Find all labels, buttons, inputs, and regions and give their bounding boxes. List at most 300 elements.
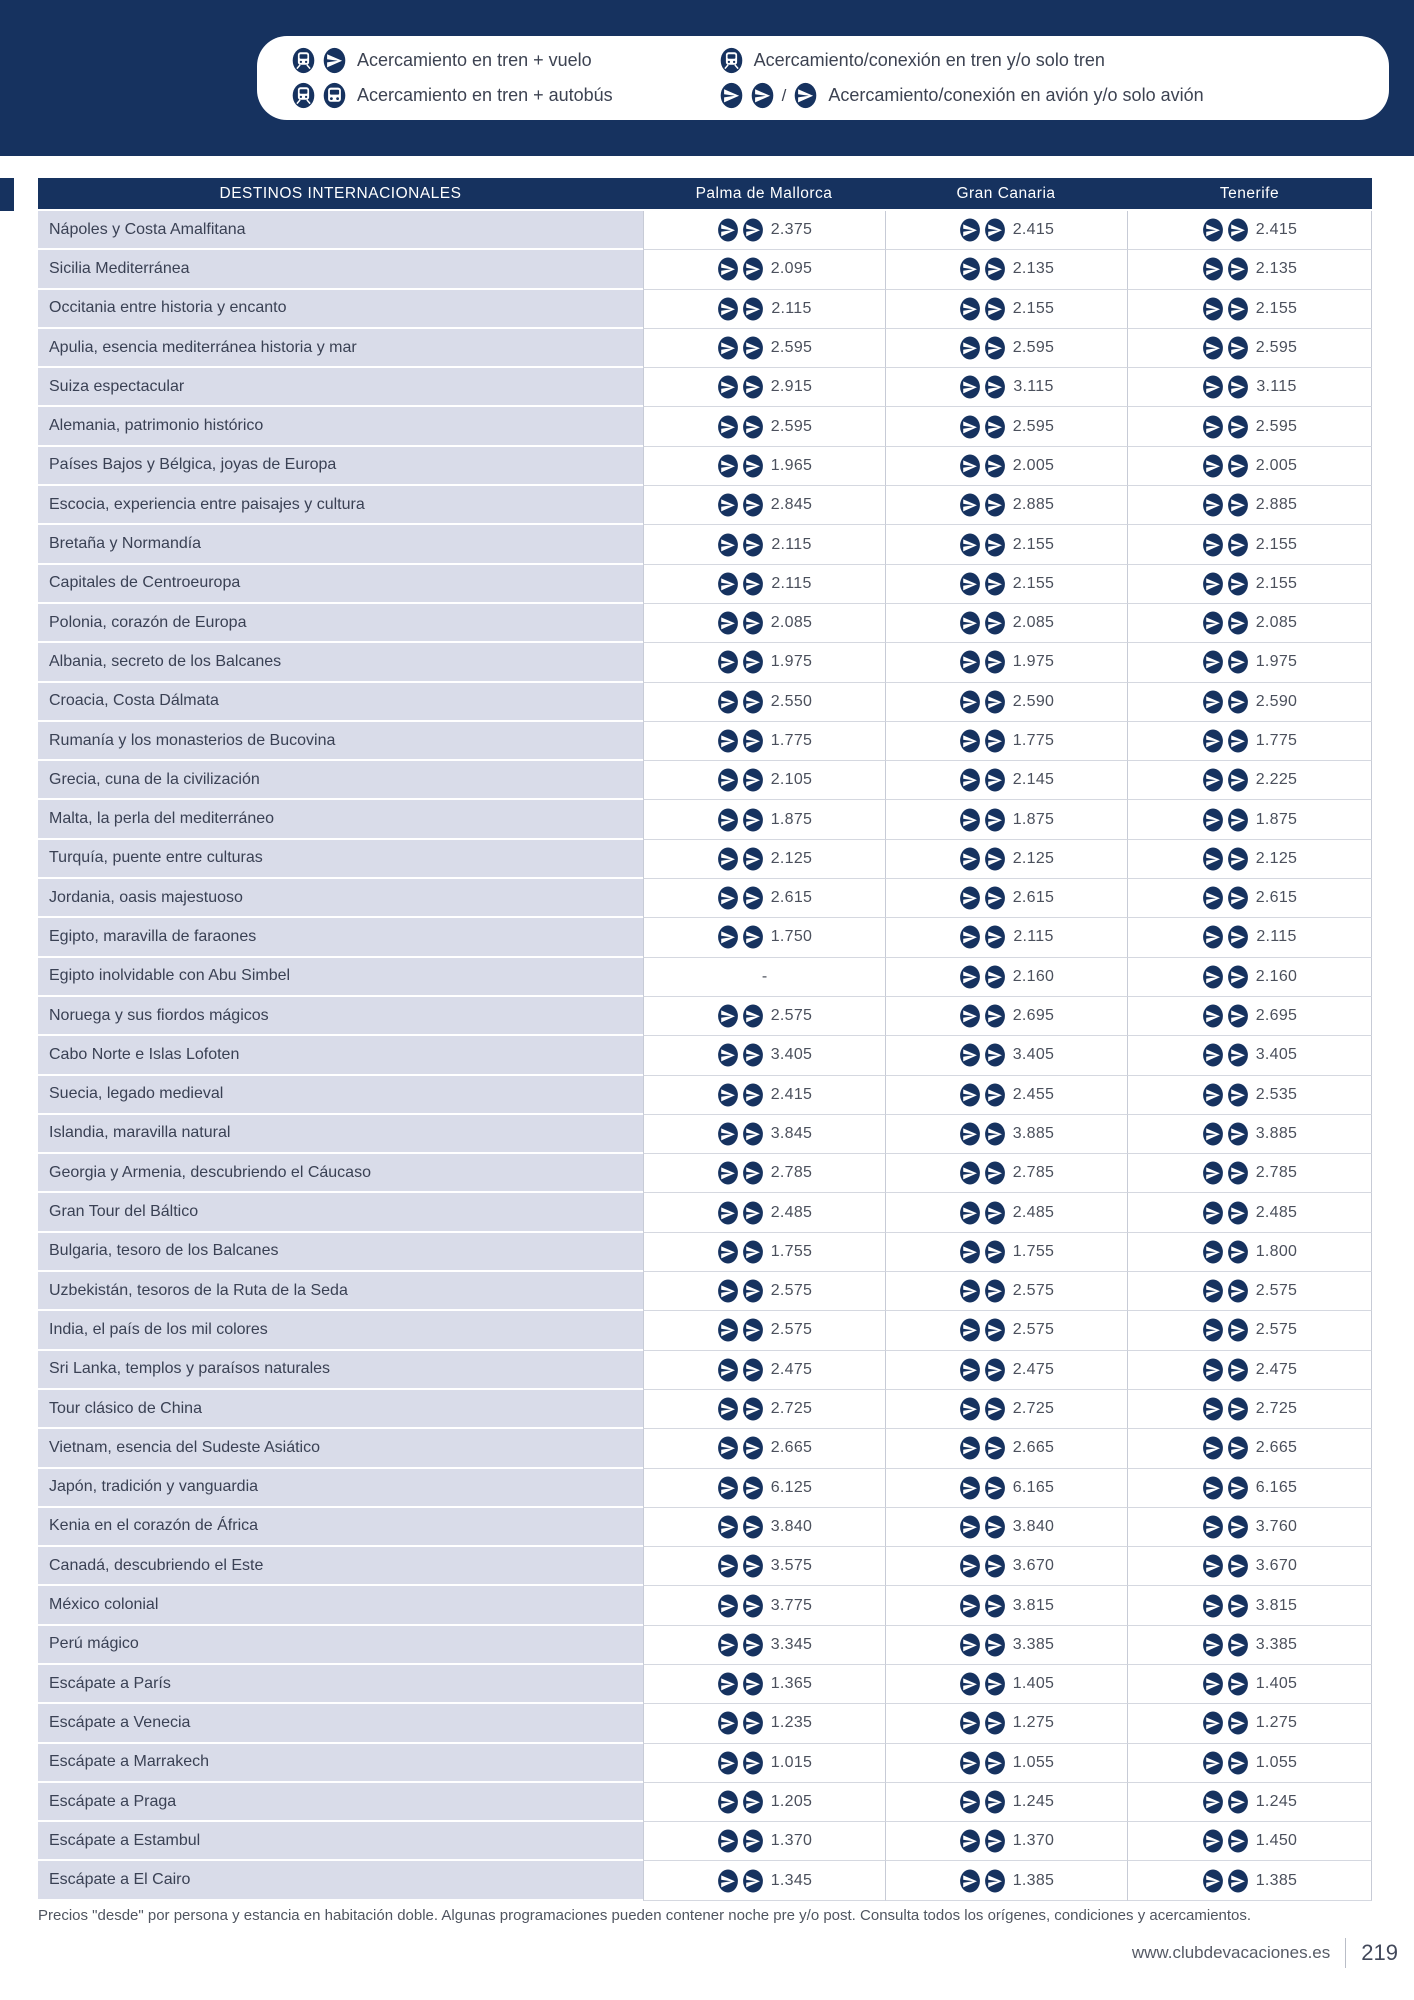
price-value: 2.375 — [770, 221, 813, 239]
plane-icon — [1202, 1475, 1224, 1501]
price-cell — [1127, 211, 1372, 250]
plane-icon — [742, 1239, 764, 1265]
price-cell — [1127, 407, 1372, 446]
price-cell — [643, 1508, 885, 1547]
plane-icon — [718, 82, 745, 109]
price-value: 2.615 — [1012, 889, 1055, 907]
plane-icon — [1202, 492, 1224, 518]
price-cell — [643, 1822, 885, 1861]
legend-item — [718, 47, 1204, 74]
plane-icon — [984, 846, 1006, 872]
plane-icon — [1202, 256, 1224, 282]
plane-icon — [984, 1868, 1006, 1894]
plane-icon — [1202, 1750, 1224, 1776]
price-value: 1.975 — [1012, 653, 1055, 671]
plane-icon — [742, 689, 764, 715]
price-cell — [885, 1744, 1127, 1783]
destination-cell: Escápate a Estambul — [38, 1822, 643, 1861]
plane-icon — [742, 296, 764, 322]
price-value: 2.575 — [1255, 1321, 1298, 1339]
plane-icon — [984, 217, 1006, 243]
table-row — [38, 1665, 1372, 1704]
price-value: 2.785 — [1012, 1164, 1055, 1182]
table-row — [38, 683, 1372, 722]
price-cell — [1127, 958, 1372, 997]
price-value: 3.385 — [1012, 1635, 1055, 1653]
table-row — [38, 1115, 1372, 1154]
plane-icon — [1202, 610, 1224, 636]
price-value: 1.405 — [1012, 1675, 1055, 1693]
destination-cell: Sri Lanka, templos y paraísos naturales — [38, 1351, 643, 1390]
price-cell — [1127, 368, 1372, 407]
plane-icon — [984, 1671, 1006, 1697]
plane-icon — [959, 414, 981, 440]
price-value: 3.115 — [1013, 378, 1054, 396]
price-cell — [1127, 1115, 1372, 1154]
price-cell — [1127, 761, 1372, 800]
price-cell — [1127, 840, 1372, 879]
destination-cell: Perú mágico — [38, 1626, 643, 1665]
price-value: 2.085 — [1012, 614, 1055, 632]
price-value: 2.575 — [770, 1282, 813, 1300]
price-value: 1.450 — [1255, 1832, 1298, 1850]
plane-icon — [742, 1593, 764, 1619]
plane-icon — [984, 1553, 1006, 1579]
destination-cell: Albania, secreto de los Balcanes — [38, 643, 643, 682]
plane-icon — [1202, 1514, 1224, 1540]
plane-icon — [717, 1750, 739, 1776]
plane-icon — [984, 1750, 1006, 1776]
price-cell — [643, 407, 885, 446]
price-value: 3.845 — [770, 1124, 813, 1142]
plane-icon — [959, 1082, 981, 1108]
price-cell — [643, 1861, 885, 1900]
plane-icon — [1202, 1082, 1224, 1108]
plane-icon — [742, 1789, 764, 1815]
legend-icon-group — [718, 82, 820, 109]
table-row — [38, 1861, 1372, 1900]
plane-icon — [717, 1828, 739, 1854]
legend-icon-group — [290, 82, 348, 109]
plane-icon — [1227, 885, 1249, 911]
plane-icon — [1227, 1514, 1249, 1540]
plane-icon — [1202, 335, 1224, 361]
plane-icon — [1202, 728, 1224, 754]
plane-icon — [959, 689, 981, 715]
plane-icon — [984, 1042, 1006, 1068]
price-cell — [643, 1272, 885, 1311]
price-cell — [885, 1390, 1127, 1429]
plane-icon — [959, 1671, 981, 1697]
plane-icon — [984, 964, 1006, 990]
price-value: 2.915 — [770, 378, 813, 396]
plane-icon — [717, 885, 739, 911]
plane-icon — [717, 1396, 739, 1422]
plane-icon — [742, 1396, 764, 1422]
plane-icon — [1202, 1868, 1224, 1894]
price-cell — [1127, 997, 1372, 1036]
price-value: 2.785 — [1255, 1164, 1298, 1182]
price-cell — [1127, 643, 1372, 682]
destination-cell: Gran Tour del Báltico — [38, 1193, 643, 1232]
price-cell — [885, 1076, 1127, 1115]
table-row — [38, 1076, 1372, 1115]
table-row — [38, 447, 1372, 486]
price-value: 2.615 — [770, 889, 813, 907]
price-value: 2.535 — [1255, 1085, 1298, 1103]
price-cell — [885, 447, 1127, 486]
price-value: 3.405 — [1012, 1046, 1055, 1064]
plane-icon — [1227, 1278, 1249, 1304]
price-value: 1.385 — [1255, 1871, 1298, 1889]
destination-cell: Malta, la perla del mediterráneo — [38, 800, 643, 839]
price-cell — [643, 1390, 885, 1429]
price-value: 3.575 — [770, 1557, 813, 1575]
price-value: 2.160 — [1255, 967, 1298, 985]
plane-icon — [1202, 807, 1224, 833]
plane-icon — [959, 1200, 981, 1226]
table-row — [38, 1390, 1372, 1429]
plane-icon — [1227, 571, 1249, 597]
destination-cell: Apulia, esencia mediterránea historia y mar — [38, 329, 643, 368]
price-cell — [1127, 1311, 1372, 1350]
destination-cell: Uzbekistán, tesoros de la Ruta de la Seda — [38, 1272, 643, 1311]
price-cell — [643, 1115, 885, 1154]
bus-icon — [321, 82, 348, 109]
plane-icon — [742, 767, 764, 793]
price-cell — [885, 1233, 1127, 1272]
price-value: 2.155 — [1012, 299, 1055, 317]
price-value: 2.115 — [771, 535, 812, 553]
plane-icon — [1227, 846, 1249, 872]
price-cell — [643, 1744, 885, 1783]
destination-cell: Tour clásico de China — [38, 1390, 643, 1429]
price-value: 2.085 — [1255, 614, 1298, 632]
price-cell — [1127, 1586, 1372, 1625]
plane-icon — [742, 1828, 764, 1854]
plane-icon — [742, 1160, 764, 1186]
plane-icon — [1202, 1357, 1224, 1383]
plane-icon — [717, 728, 739, 754]
price-cell — [643, 722, 885, 761]
legend-item — [290, 82, 613, 109]
plane-icon — [742, 217, 764, 243]
price-value: 2.095 — [770, 260, 813, 278]
plane-icon — [1227, 1593, 1249, 1619]
price-value: 2.695 — [1012, 1007, 1055, 1025]
price-cell — [885, 840, 1127, 879]
legend-icon-group — [718, 47, 745, 74]
plane-icon — [1227, 453, 1249, 479]
price-cell — [1127, 1783, 1372, 1822]
plane-icon — [959, 492, 981, 518]
plane-icon — [717, 846, 739, 872]
price-value: 1.055 — [1012, 1753, 1055, 1771]
price-cell — [1127, 1429, 1372, 1468]
price-value: 2.115 — [771, 299, 812, 317]
price-value: 2.115 — [771, 574, 812, 592]
plane-icon — [717, 1435, 739, 1461]
price-value: 1.015 — [770, 1753, 813, 1771]
legend-label: Acercamiento/conexión en tren y/o solo tren — [753, 50, 1105, 70]
destination-cell: Kenia en el corazón de África — [38, 1508, 643, 1547]
table-row — [38, 840, 1372, 879]
plane-icon — [742, 414, 764, 440]
price-cell — [885, 1469, 1127, 1508]
plane-icon — [984, 256, 1006, 282]
plane-icon — [1227, 1553, 1249, 1579]
plane-icon — [1202, 767, 1224, 793]
price-value: 6.125 — [770, 1478, 813, 1496]
destination-cell: Noruega y sus fiordos mágicos — [38, 997, 643, 1036]
plane-icon — [1227, 1710, 1249, 1736]
price-cell — [1127, 1508, 1372, 1547]
plane-icon — [717, 571, 739, 597]
table-row — [38, 565, 1372, 604]
table-row — [38, 1783, 1372, 1822]
plane-icon — [742, 846, 764, 872]
plane-icon — [1227, 1317, 1249, 1343]
plane-icon — [1227, 1357, 1249, 1383]
price-value: 2.845 — [770, 496, 813, 514]
plane-icon — [959, 217, 981, 243]
price-cell — [1127, 1822, 1372, 1861]
plane-icon — [984, 610, 1006, 636]
plane-icon — [1227, 492, 1249, 518]
plane-icon — [959, 532, 981, 558]
price-value: 3.670 — [1012, 1557, 1055, 1575]
plane-icon — [959, 1553, 981, 1579]
destination-cell: Suiza espectacular — [38, 368, 643, 407]
price-value: 1.965 — [770, 456, 813, 474]
price-disclaimer: Precios "desde" por persona y estancia en habitación doble. Algunas programaciones pueden contener noche pre y/o post. Consulta todos los orígenes, condiciones y acercamientos. — [38, 1907, 1252, 1924]
price-cell — [1127, 1704, 1372, 1743]
plane-icon — [1227, 807, 1249, 833]
table-row — [38, 1193, 1372, 1232]
plane-icon — [1227, 1121, 1249, 1147]
plane-icon — [742, 571, 764, 597]
column-header-palma: Palma de Mallorca — [695, 184, 833, 202]
legend — [257, 36, 1389, 120]
plane-icon — [959, 1828, 981, 1854]
plane-icon — [984, 453, 1006, 479]
price-cell — [1127, 329, 1372, 368]
plane-icon — [717, 256, 739, 282]
plane-icon — [984, 1003, 1006, 1029]
price-value: 2.725 — [1012, 1400, 1055, 1418]
price-value: 1.875 — [1255, 810, 1298, 828]
plane-icon — [717, 1357, 739, 1383]
plane-icon — [984, 1396, 1006, 1422]
price-cell — [643, 1429, 885, 1468]
price-cell — [1127, 1744, 1372, 1783]
plane-icon — [1227, 217, 1249, 243]
destination-cell: Egipto inolvidable con Abu Simbel — [38, 958, 643, 997]
price-cell — [885, 525, 1127, 564]
price-cell — [643, 1351, 885, 1390]
plane-icon — [717, 1200, 739, 1226]
table-row — [38, 329, 1372, 368]
plane-icon — [717, 1553, 739, 1579]
plane-icon — [1227, 256, 1249, 282]
price-cell — [1127, 1233, 1372, 1272]
plane-icon — [959, 767, 981, 793]
plane-icon — [984, 1828, 1006, 1854]
price-cell — [1127, 1861, 1372, 1900]
website-url: www.clubdevacaciones.es — [1131, 1943, 1331, 1962]
price-value: 1.370 — [770, 1832, 813, 1850]
table-row — [38, 290, 1372, 329]
table-row — [38, 486, 1372, 525]
plane-icon — [984, 1475, 1006, 1501]
price-value: 2.475 — [1255, 1360, 1298, 1378]
plane-icon — [717, 296, 739, 322]
destination-cell: Canadá, descubriendo el Este — [38, 1547, 643, 1586]
plane-icon — [959, 1357, 981, 1383]
price-cell — [643, 329, 885, 368]
page-number: 219 — [1361, 1940, 1398, 1965]
plane-icon — [742, 1278, 764, 1304]
plane-icon — [1202, 885, 1224, 911]
plane-icon — [1227, 924, 1249, 950]
plane-icon — [984, 1632, 1006, 1658]
plane-icon — [717, 217, 739, 243]
destination-cell: Bulgaria, tesoro de los Balcanes — [38, 1233, 643, 1272]
destination-cell: Nápoles y Costa Amalfitana — [38, 211, 643, 250]
price-value: 3.760 — [1255, 1517, 1298, 1535]
price-cell — [1127, 1193, 1372, 1232]
plane-icon — [717, 1003, 739, 1029]
price-cell — [643, 800, 885, 839]
price-value: 1.775 — [770, 732, 813, 749]
price-cell — [643, 1193, 885, 1232]
price-cell: - — [643, 958, 885, 997]
plane-icon — [1202, 649, 1224, 675]
plane-icon — [717, 374, 739, 400]
price-value: 1.875 — [770, 810, 813, 828]
column-header-gran-canaria: Gran Canaria — [956, 184, 1056, 202]
destination-cell: Islandia, maravilla natural — [38, 1115, 643, 1154]
plane-icon — [1202, 964, 1224, 990]
price-cell — [885, 1783, 1127, 1822]
plane-icon — [1227, 335, 1249, 361]
plane-icon — [742, 728, 764, 754]
legend-item — [290, 47, 613, 74]
price-value: 1.055 — [1255, 1753, 1298, 1771]
plane-icon — [742, 1200, 764, 1226]
price-cell — [643, 1311, 885, 1350]
price-value: 2.590 — [1012, 692, 1055, 710]
plane-icon — [984, 532, 1006, 558]
plane-icon — [1202, 689, 1224, 715]
price-value: 2.665 — [1012, 1439, 1055, 1457]
plane-icon — [959, 610, 981, 636]
price-cell — [885, 800, 1127, 839]
price-cell — [643, 761, 885, 800]
plane-icon — [1227, 1475, 1249, 1501]
plane-icon — [959, 807, 981, 833]
price-cell — [643, 997, 885, 1036]
plane-icon — [1202, 1593, 1224, 1619]
price-cell — [885, 643, 1127, 682]
plane-icon — [959, 1868, 981, 1894]
plane-icon — [742, 1553, 764, 1579]
plane-icon — [959, 649, 981, 675]
plane-icon — [1227, 689, 1249, 715]
plane-icon — [1202, 532, 1224, 558]
plane-icon — [959, 1750, 981, 1776]
price-cell — [1127, 565, 1372, 604]
price-cell — [643, 1665, 885, 1704]
plane-icon — [984, 728, 1006, 754]
plane-icon — [1227, 1750, 1249, 1776]
plane-icon — [717, 1710, 739, 1736]
price-value: 1.775 — [1255, 732, 1298, 749]
destination-cell: Vietnam, esencia del Sudeste Asiático — [38, 1429, 643, 1468]
plane-icon — [959, 964, 981, 990]
table-row — [38, 800, 1372, 839]
international-destinations-table — [38, 178, 1372, 1901]
price-cell — [885, 1429, 1127, 1468]
plane-icon — [742, 1435, 764, 1461]
destination-cell: Escápate a Venecia — [38, 1704, 643, 1743]
price-cell — [643, 486, 885, 525]
plane-icon — [717, 689, 739, 715]
price-value: 3.840 — [770, 1517, 813, 1535]
price-cell — [643, 840, 885, 879]
price-value: 6.165 — [1012, 1478, 1055, 1496]
price-cell — [1127, 1665, 1372, 1704]
plane-icon — [959, 1042, 981, 1068]
price-value: 3.815 — [1255, 1596, 1298, 1614]
plane-icon — [959, 453, 981, 479]
plane-icon — [742, 610, 764, 636]
table-row — [38, 1036, 1372, 1075]
price-cell — [1127, 604, 1372, 643]
price-cell — [885, 1547, 1127, 1586]
plane-icon — [959, 1632, 981, 1658]
plane-icon — [959, 1003, 981, 1029]
plane-icon — [1202, 1828, 1224, 1854]
price-value: 2.725 — [770, 1400, 813, 1418]
price-value: 2.665 — [1255, 1439, 1298, 1457]
page-footer — [1132, 1938, 1398, 1968]
plane-icon — [1202, 1553, 1224, 1579]
plane-icon — [742, 885, 764, 911]
price-value: 2.575 — [770, 1007, 813, 1025]
plane-icon — [959, 924, 981, 950]
table-row — [38, 1429, 1372, 1468]
price-value: 2.455 — [1012, 1085, 1055, 1103]
price-value: 1.975 — [1255, 653, 1298, 671]
plane-icon — [1227, 1082, 1249, 1108]
price-cell — [643, 1036, 885, 1075]
destination-cell: Escápate a Praga — [38, 1783, 643, 1822]
plane-icon — [1202, 1435, 1224, 1461]
plane-icon — [959, 256, 981, 282]
price-value: 3.885 — [1012, 1124, 1055, 1142]
plane-icon — [959, 1435, 981, 1461]
price-value: 1.235 — [770, 1714, 813, 1732]
plane-icon — [959, 846, 981, 872]
destination-cell: México colonial — [38, 1586, 643, 1625]
plane-icon — [717, 610, 739, 636]
plane-icon — [984, 1160, 1006, 1186]
price-value: 2.115 — [1013, 928, 1054, 946]
plane-icon — [717, 335, 739, 361]
plane-icon — [984, 885, 1006, 911]
plane-icon — [1227, 1239, 1249, 1265]
